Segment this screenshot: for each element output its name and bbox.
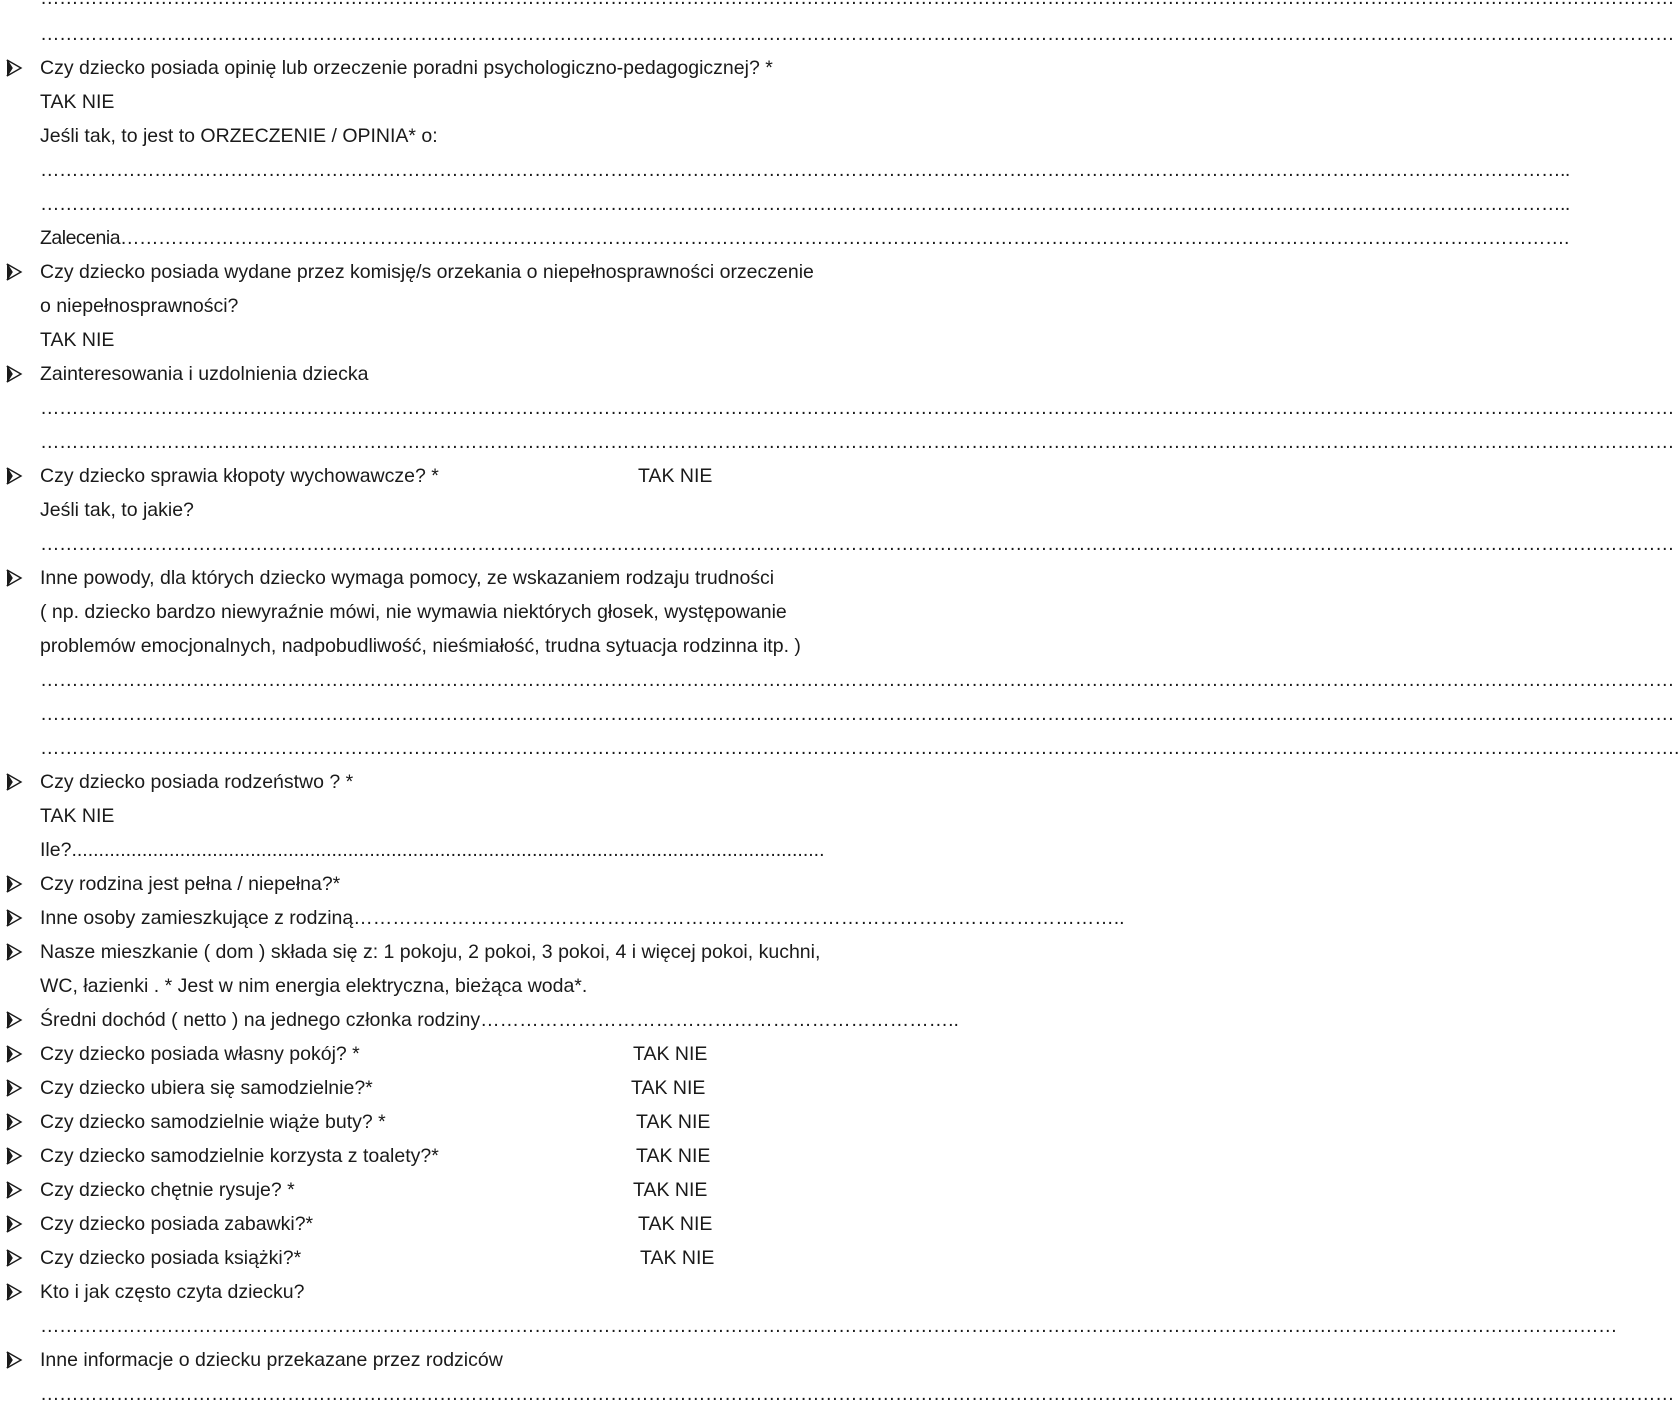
- fill-in-line[interactable]: ……………………………………………………………………………………………………………………………………………………………………………………………………………………………: [40, 1315, 1617, 1337]
- arrow-bullet-icon: [6, 770, 26, 794]
- arrow-bullet-icon: [6, 362, 26, 386]
- question-text: Inne informacje o dziecku przekazane przez rodziców: [40, 1349, 503, 1371]
- fill-in-line[interactable]: ……………………………………………………………………………………………………………………………………………………………………………………………………………………………………: [40, 669, 1674, 691]
- yes-no-answer[interactable]: TAK NIE: [633, 1179, 708, 1201]
- arrow-bullet-icon: [6, 260, 26, 284]
- arrow-bullet-icon: [6, 1042, 26, 1066]
- yes-no-answer[interactable]: TAK NIE: [640, 1247, 715, 1269]
- arrow-bullet-icon: [6, 1246, 26, 1270]
- yes-no-answer[interactable]: TAK NIE: [638, 1213, 713, 1235]
- question-text: Kto i jak często czyta dziecku?: [40, 1281, 305, 1303]
- question-text: Czy dziecko sprawia kłopoty wychowawcze? *: [40, 465, 439, 487]
- fill-in-line[interactable]: ……………………………………………………………………………………………………………………………………………………………………………………………………………………………………: [40, 431, 1674, 453]
- question-text: Inne osoby zamieszkujące z rodziną………………………………………………………………………………………………………..: [40, 907, 1125, 929]
- form-text: TAK NIE: [40, 329, 115, 351]
- arrow-bullet-icon: [6, 464, 26, 488]
- yes-no-answer[interactable]: TAK NIE: [638, 465, 713, 487]
- arrow-bullet-icon: [6, 1076, 26, 1100]
- arrow-bullet-icon: [6, 56, 26, 80]
- arrow-bullet-icon: [6, 566, 26, 590]
- arrow-bullet-icon: [6, 1348, 26, 1372]
- arrow-bullet-icon: [6, 1008, 26, 1032]
- form-text: Jeśli tak, to jest to ORZECZENIE / OPINIA* o:: [40, 125, 438, 147]
- arrow-bullet-icon: [6, 1280, 26, 1304]
- question-text: Czy rodzina jest pełna / niepełna?*: [40, 873, 341, 895]
- yes-no-answer[interactable]: TAK NIE: [636, 1145, 711, 1167]
- arrow-bullet-icon: [6, 1144, 26, 1168]
- question-text: Czy dziecko posiada własny pokój? *: [40, 1043, 360, 1065]
- fill-in-line[interactable]: ……………………………………………………………………………………………………………………………………………………………………………………………………………………………………: [40, 23, 1674, 45]
- fill-in-line[interactable]: Zalecenia………………………………………………………………………………………………………………………………………………………………………………………………………….: [40, 227, 1569, 249]
- question-text: Średni dochód ( netto ) na jednego członka rodziny………………………………………………………………..: [40, 1009, 959, 1031]
- question-text: Czy dziecko posiada wydane przez komisję/s orzekania o niepełnosprawności orzeczenie: [40, 261, 814, 283]
- fill-in-line[interactable]: ……………………………………………………………………………………………………………………………………………………………………………………………………………………………………: [40, 397, 1674, 419]
- question-text: Czy dziecko chętnie rysuje? *: [40, 1179, 295, 1201]
- form-text: TAK NIE: [40, 805, 115, 827]
- form-text: WC, łazienki . * Jest w nim energia elektryczna, bieżąca woda*.: [40, 975, 588, 997]
- yes-no-answer[interactable]: TAK NIE: [636, 1111, 711, 1133]
- fill-in-line[interactable]: [40, 0, 946, 10]
- question-text: Czy dziecko ubiera się samodzielnie?*: [40, 1077, 373, 1099]
- form-text: Jeśli tak, to jakie?: [40, 499, 194, 521]
- arrow-bullet-icon: [6, 1178, 26, 1202]
- form-text: Ile?...........................................................................................................................................: [40, 839, 825, 861]
- fill-in-line[interactable]: ……………………………………………………………………………………………………………………………………………………………………………………………………………………………………: [40, 703, 1674, 725]
- fill-in-line[interactable]: …………………………………………………………………………………………………………………………………………………………………………………………………………………………………….: [40, 737, 1679, 759]
- question-text: Czy dziecko posiada zabawki?*: [40, 1213, 314, 1235]
- form-text: ( np. dziecko bardzo niewyraźnie mówi, nie wymawia niektórych głosek, występowanie: [40, 601, 787, 623]
- question-text: Czy dziecko samodzielnie korzysta z toalety?*: [40, 1145, 439, 1167]
- question-text: Inne powody, dla których dziecko wymaga pomocy, ze wskazaniem rodzaju trudności: [40, 567, 775, 589]
- arrow-bullet-icon: [6, 872, 26, 896]
- question-text: Czy dziecko posiada książki?*: [40, 1247, 302, 1269]
- arrow-bullet-icon: [6, 906, 26, 930]
- fill-in-line[interactable]: ……………………………………………………………………………………………………………………………………………………………………………………………………………………………………: [40, 533, 1674, 555]
- arrow-bullet-icon: [6, 1212, 26, 1236]
- fill-in-line[interactable]: ……………………………………………………………………………………………………………………………………………………………………………………………………………………..: [40, 193, 1570, 215]
- question-text: Zainteresowania i uzdolnienia dziecka: [40, 363, 369, 385]
- yes-no-answer[interactable]: TAK NIE: [631, 1077, 706, 1099]
- form-text: o niepełnosprawności?: [40, 295, 239, 317]
- arrow-bullet-icon: [6, 940, 26, 964]
- arrow-bullet-icon: [6, 1110, 26, 1134]
- question-text: Nasze mieszkanie ( dom ) składa się z: 1 pokoju, 2 pokoi, 3 pokoi, 4 i więcej pokoi, kuchni,: [40, 941, 821, 963]
- question-text: Czy dziecko posiada rodzeństwo ? *: [40, 771, 354, 793]
- question-text: Czy dziecko samodzielnie wiąże buty? *: [40, 1111, 386, 1133]
- form-text: TAK NIE: [40, 91, 115, 113]
- question-text: Czy dziecko posiada opinię lub orzeczenie poradni psychologiczno-pedagogicznej? *: [40, 57, 773, 79]
- yes-no-answer[interactable]: TAK NIE: [633, 1043, 708, 1065]
- form-text: problemów emocjonalnych, nadpobudliwość, nieśmiałość, trudna sytuacja rodzinna itp. ): [40, 635, 801, 657]
- fill-in-line[interactable]: ……………………………………………………………………………………………………………………………………………………………………………………………………………………..: [40, 159, 1570, 181]
- fill-in-line[interactable]: ……………………………………………………………………………………………………………………………………………………………………………………………………………………………………: [40, 1383, 1674, 1405]
